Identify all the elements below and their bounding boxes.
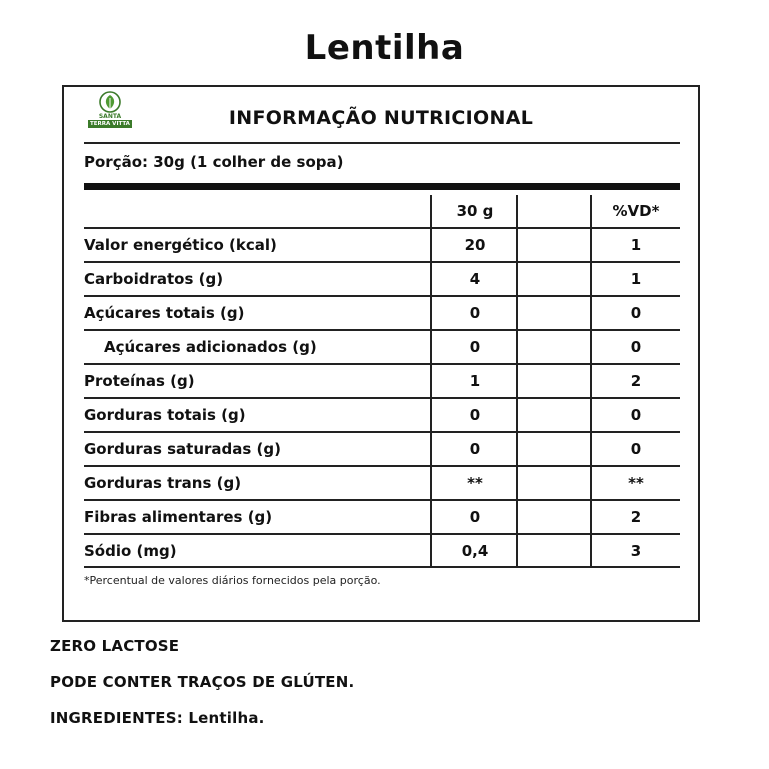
gluten-warning: PODE CONTER TRAÇOS DE GLÚTEN. [50, 673, 355, 691]
serving-value: ** [467, 474, 483, 492]
nutrient-label: Sódio (mg) [84, 542, 177, 560]
table-row [84, 331, 680, 363]
table-row [84, 263, 680, 295]
serving-value: 1 [469, 372, 481, 390]
table-row [84, 535, 680, 567]
table-row [84, 467, 680, 499]
dv-value: 3 [630, 542, 642, 560]
logo-top-text: SANTA [98, 113, 122, 120]
serving-value: 20 [464, 236, 486, 254]
table-row [84, 229, 680, 261]
dv-value: 1 [630, 236, 642, 254]
serving-value: 0 [469, 304, 481, 322]
nutrient-label: Açúcares adicionados (g) [104, 338, 317, 356]
table-row [84, 399, 680, 431]
dv-value: 2 [630, 372, 642, 390]
nutrient-label: Fibras alimentares (g) [84, 508, 273, 526]
dv-value: 2 [630, 508, 642, 526]
serving-value: 0,4 [461, 542, 489, 560]
nutrient-label: Carboidratos (g) [84, 270, 224, 288]
serving-column-header: 30 g [456, 202, 494, 220]
nutrient-label: Gorduras totais (g) [84, 406, 246, 424]
table-row [84, 365, 680, 397]
ingredients-text: INGREDIENTES: Lentilha. [50, 709, 265, 727]
footnote: *Percentual de valores diários fornecidos pela porção. [84, 574, 381, 587]
portion-divider [84, 183, 680, 190]
header-divider [84, 142, 680, 144]
table-row [84, 501, 680, 533]
table-row [84, 433, 680, 465]
product-title: Lentilha [304, 28, 465, 68]
nutrient-label: Gorduras saturadas (g) [84, 440, 281, 458]
serving-value: 0 [469, 508, 481, 526]
table-row [84, 297, 680, 329]
serving-value: 0 [469, 338, 481, 356]
dv-value: 0 [630, 406, 642, 424]
row-divider [84, 566, 680, 568]
table-header-row [84, 195, 680, 227]
nutrient-label: Proteínas (g) [84, 372, 195, 390]
logo-band-text: TERRA VITTA [88, 120, 132, 128]
nutrient-label: Açúcares totais (g) [84, 304, 245, 322]
nutrient-label: Valor energético (kcal) [84, 236, 277, 254]
dv-value: 1 [630, 270, 642, 288]
nutrition-facts-panel [62, 85, 700, 622]
dv-column-header: %VD* [612, 202, 660, 220]
portion-text: Porção: 30g (1 colher de sopa) [84, 153, 344, 171]
panel-header: INFORMAÇÃO NUTRICIONAL [228, 107, 534, 129]
dv-value: 0 [630, 338, 642, 356]
serving-value: 0 [469, 440, 481, 458]
nutrient-label: Gorduras trans (g) [84, 474, 242, 492]
dv-value: 0 [630, 440, 642, 458]
dv-value: ** [628, 474, 644, 492]
dv-value: 0 [630, 304, 642, 322]
serving-value: 4 [469, 270, 481, 288]
lactose-note: ZERO LACTOSE [50, 637, 180, 655]
serving-value: 0 [469, 406, 481, 424]
